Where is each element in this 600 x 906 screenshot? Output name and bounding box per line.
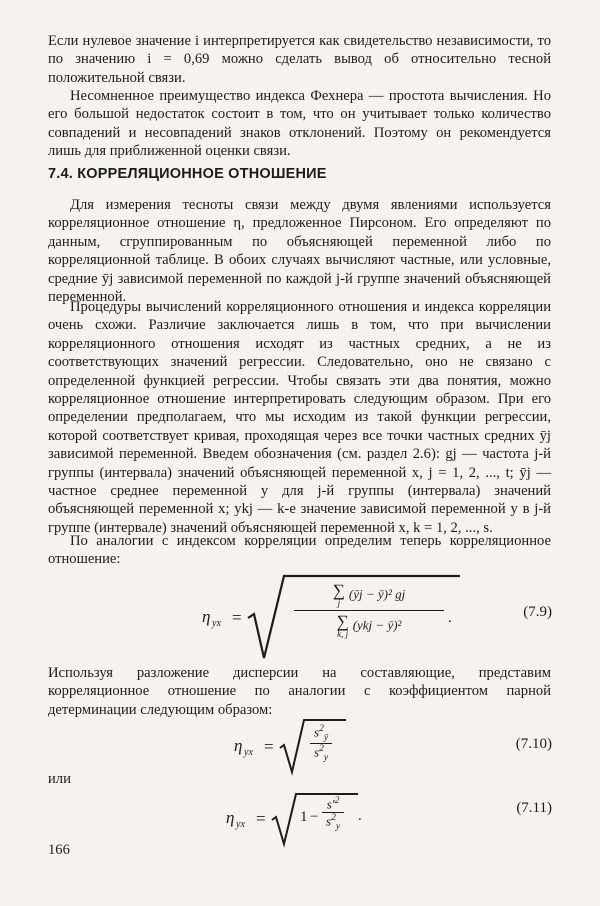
eq710-lhs-sub: yx bbox=[244, 747, 253, 758]
paragraph-procedures: Процедуры вычислений корреляционного отношения и индекса корреляции очень схожи. Различие заключается лишь в том, что при вычислении корреляционного отношения исходят из частных средних, а не из соответствующих значений регрессии. Следовательно, оно не связано с определенной функцией регрессии. Чтобы связать эти два понятия, можно корреляционное отношение интерпретировать следующим образом. При его определении предполагаем, что мы исходим из такой функции регрессии, которой соответствует кривая, проходящая через все точки частных средних ȳj зависимой переменной. Введем обозначения (см. раздел 2.6): gj — частота j-й группы (интервала) значений объясняющей переменной x, j = 1, 2, ..., t; ȳj — частное среднее переменной y для j-й группы (интервала) значений объясняющей переменной x; ykj — k-е значение зависимой переменной y в j-й группе (интервале) значений объясняющей переменной x, k = 1, 2, ..., s. bbox=[48, 299, 551, 536]
conjunction-or: или bbox=[48, 771, 71, 787]
eq79-sum-bottom-sub: k, j bbox=[337, 629, 349, 639]
equation-7-9-number: (7.9) bbox=[523, 604, 552, 620]
paragraph-fechner-advantage: Несомненное преимущество индекса Фехнера — простота вычисления. Но его большой недостаток состоит в том, что он учитывает только количество совпадений и несовпадений знаков отклонений. Поэтому он рекомендуется лишь для приближенной оценки связи. bbox=[48, 88, 551, 160]
svg-text:=: = bbox=[232, 608, 242, 627]
book-page: Если нулевое значение i интерпретируется как свидетельство независимости, то по значению i = 0,69 можно сделать вывод об относительно тесной положительной связи. Несомненное преимущество индекса Фехнера — простота вычисления. Но его большой недостаток состоит в том, что он учитывает только количество совпадений и несовпадений знаков отклонений. Поэтому он рекомендуется лишь для приближенной оценки связи. 7.4. КОРРЕЛЯЦИОННОЕ ОТНОШЕНИЕ Для измерения тесноты связи между двумя явлениями используется корреляционное отношение η, предложенное Пирсоном. Его определяют по данным, сгруппированным по объясняющей переменной либо по корреляционной таблице. В обоих случаях вычисляют частные, или условные, средние ȳj зависимой переменной по каждой j-й группе значений объясняющей переменной. Процедуры вычислений корреляционного отношения и индекса корреляции очень схожи. Различие заключается лишь в том, что при вычислении корреляционного отношения исходят из частных средних, а не из соответствующих значений регрессии. Следовательно, оно не связано с определенной функцией регрессии. Чтобы связать эти два понятия, можно корреляционное отношение интерпретировать следующим образом. При его определении предполагаем, что мы исходим из такой функции регрессии, которой соответствует кривая, проходящая через все точки частных средних ȳj зависимой переменной. Введем обозначения (см. раздел 2.6): gj — частота j-й группы (интервала) значений объясняющей переменной x, j = 1, 2, ..., t; ȳj — частное среднее переменной y для j-й группы (интервала) значений объясняющей переменной x; ykj — k-е значение зависимой переменной y в j-й группе (интервале) значений объясняющей переменной x, k = 1, 2, ..., s. По аналогии с индексом корреляции определим теперь корреляционное отношение: η yx = ∑ j (ȳj − ȳ)² gj ∑ k, j (ykj − ȳ)² . (7.9) Используя разложение дисперсии на составляющие, представим корреляционное отношение по аналогии с коэффициентом парной детерминации следующим образом: η yx = $\frac{s^2_ȳ}{s^2_y}$ (7.10) или η yx = 1 − $\frac{s'^2}{s^2_y}$ . (7.11) 166 bbox=[48, 33, 552, 858]
eq710-fraction: $\frac{s^2_ȳ}{s^2_y}$ bbox=[310, 724, 332, 763]
eq711-lhs: η bbox=[226, 808, 235, 827]
equation-7-11-radical bbox=[226, 790, 376, 850]
eq79-lhs: η bbox=[202, 607, 211, 626]
paragraph-definition-intro: По аналогии с индексом корреляции определим теперь корреляционное отношение: bbox=[48, 533, 551, 568]
eq711-fraction: $\frac{s'^2}{s^2_y}$ bbox=[322, 796, 344, 832]
eq79-lhs-sub: yx bbox=[212, 618, 221, 629]
eq711-minus: − bbox=[310, 809, 319, 825]
eq79-fraction: ∑ j (ȳj − ȳ)² gj ∑ k, j (ykj − ȳ)² bbox=[294, 582, 444, 639]
eq79-numerator-term: (ȳj − ȳ)² gj bbox=[348, 586, 406, 602]
equation-7-10-radical bbox=[234, 716, 364, 776]
page-number: 166 bbox=[48, 842, 70, 858]
eq711-one: 1 bbox=[300, 809, 308, 825]
eq710-lhs: η bbox=[234, 736, 243, 755]
equation-7-11-number: (7.11) bbox=[516, 800, 552, 816]
eq79-denominator-term: (ykj − ȳ)² bbox=[352, 617, 402, 633]
paragraph-correlation-ratio-intro: Для измерения тесноты связи между двумя явлениями используется корреляционное отношение η, предложенное Пирсоном. Его определяют по данным, сгруппированным по объясняющей переменной либо по корреляционной таблице. В обоих случаях вычисляют частные, или условные, средние ȳj зависимой переменной по каждой j-й группе значений объясняющей переменной. bbox=[48, 197, 551, 306]
svg-text:=: = bbox=[256, 809, 266, 828]
section-heading: 7.4. КОРРЕЛЯЦИОННОЕ ОТНОШЕНИЕ bbox=[48, 166, 327, 182]
paragraph-variance-decomposition: Используя разложение дисперсии на составляющие, представим корреляционное отношение по аналогии с коэффициентом парной детерминации следующим образом: bbox=[48, 665, 551, 718]
equation-7-10-number: (7.10) bbox=[515, 736, 552, 752]
svg-text:=: = bbox=[264, 737, 274, 756]
paragraph-fechner-result: Если нулевое значение i интерпретируется как свидетельство независимости, то по значению i = 0,69 можно сделать вывод об относительно тесной положительной связи. bbox=[48, 33, 551, 86]
eq711-lhs-sub: yx bbox=[236, 819, 245, 830]
eq79-sum-top-sub: j bbox=[337, 598, 341, 608]
